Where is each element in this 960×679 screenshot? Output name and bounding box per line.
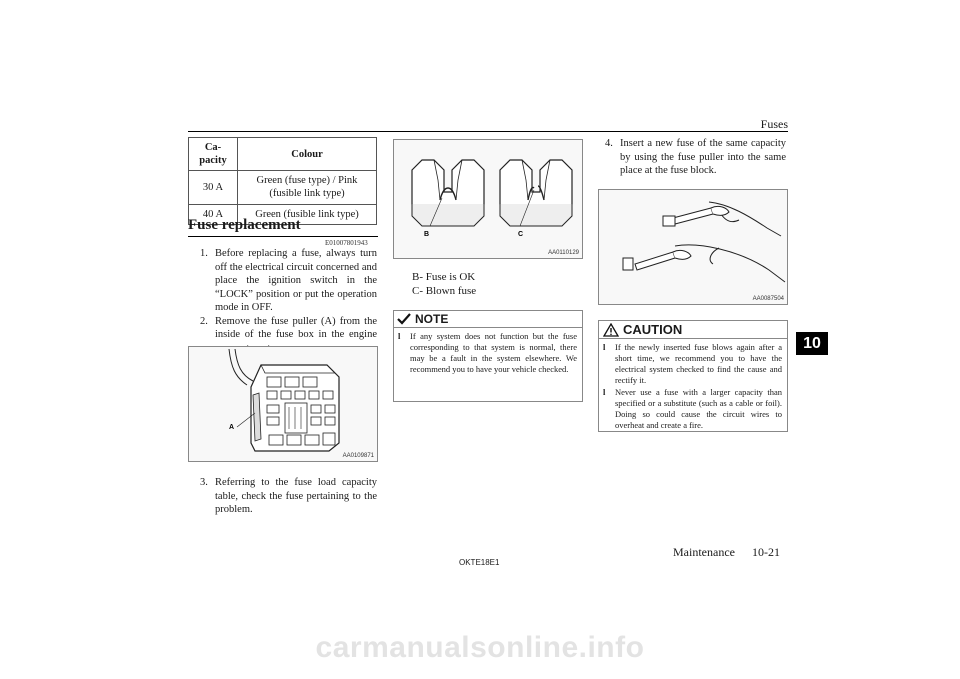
table-header-colour: Colour (238, 138, 377, 171)
list-item (398, 331, 577, 375)
note-box (393, 310, 583, 402)
bullet-icon: l (603, 387, 606, 397)
steps-list (200, 247, 377, 355)
section-title: Fuse replacement (188, 217, 301, 233)
header-rule (188, 131, 788, 132)
list-item (200, 247, 377, 315)
footer-section: Maintenance (673, 545, 735, 559)
footer-code: OKTE18E1 (459, 558, 500, 567)
note-label: NOTE (415, 312, 449, 326)
list-item (603, 387, 782, 431)
step-number: 2. (200, 315, 208, 327)
steps-list (605, 137, 786, 178)
fig1-code: AA0109871 (342, 453, 374, 459)
caution-box (598, 320, 788, 432)
caution-text: If the newly inserted fuse blows again after a short time, we recommend you to have the electrical system checked to find the cause and rectify it. (615, 342, 782, 385)
list-item (603, 342, 782, 386)
note-body (394, 328, 582, 375)
table-cell: Green (fusible link type) (238, 204, 377, 224)
list-item (200, 476, 377, 517)
fig2-label-c: C (518, 231, 524, 238)
table-cell: 40 A (189, 204, 238, 224)
fuse-comparison-illustration (393, 139, 583, 259)
step-number: 3. (200, 477, 208, 488)
checkmark-icon (397, 313, 411, 325)
step-text: Referring to the fuse load capacity table, check the fuse pertaining to the problem. (215, 477, 377, 515)
section-rule (188, 236, 378, 237)
chapter-tab: 10 (796, 332, 828, 355)
caution-header (599, 321, 787, 339)
caption-fuse-ok: B- Fuse is OK (412, 271, 476, 283)
footer-page-number: 10-21 (752, 545, 780, 559)
fuse-ok-blown-drawing (394, 140, 582, 258)
note-header (394, 311, 582, 328)
steps-list (200, 476, 377, 517)
fuse-box-illustration (188, 346, 378, 462)
table-cell: 30 A (189, 171, 238, 204)
warning-triangle-icon (603, 323, 619, 337)
fuse-puller-drawing (599, 190, 787, 304)
bullet-icon: l (398, 331, 401, 341)
table-row (189, 171, 377, 204)
bullet-icon: l (603, 342, 606, 352)
step-text: Insert a new fuse of the same capacity by using the fuse puller into the same place at the fuse block. (620, 138, 786, 176)
caution-text: Never use a fuse with a larger capacity than specified or a substitute (such as a cable or foil). Doing so could cause the circuit wires to overheat and create a fire. (615, 387, 782, 430)
watermark: carmanualsonline.info (315, 631, 645, 664)
caution-label: CAUTION (623, 322, 683, 337)
caption-blown-fuse: C- Blown fuse (412, 285, 477, 297)
step-number: 1. (200, 248, 208, 259)
page-header-title: Fuses (760, 117, 788, 131)
fig3-code: AA0087504 (752, 296, 784, 302)
fig1-label-a: A (229, 424, 235, 431)
fuse-capacity-table (188, 137, 377, 225)
step-text: Remove the fuse puller (A) from the inside of the fuse box in the engine (215, 315, 377, 340)
figure-captions (412, 270, 476, 298)
fuse-box-drawing (189, 347, 377, 461)
fig2-label-b: B (424, 231, 430, 238)
section-code: E01007801943 (325, 239, 368, 247)
step-text: Before replacing a fuse, always turn off the electrical circuit concerned and place the ignition switch in the “LOCK” position or put the operation mode in OFF. (215, 248, 377, 313)
note-text: If any system does not function but the fuse corresponding to that system is normal, there may be a fault in the system elsewhere. We recommend you to have your vehicle checked. (410, 331, 577, 374)
table-cell: Green (fuse type) / Pink (fusible link type) (238, 171, 377, 204)
caution-body (599, 339, 787, 431)
list-item (605, 137, 786, 178)
table-header-capacity: Ca- pacity (189, 138, 238, 171)
fig2-code: AA0110129 (548, 250, 579, 256)
step-number: 4. (605, 138, 613, 149)
table-header-row (189, 138, 377, 171)
fuse-puller-illustration (598, 189, 788, 305)
